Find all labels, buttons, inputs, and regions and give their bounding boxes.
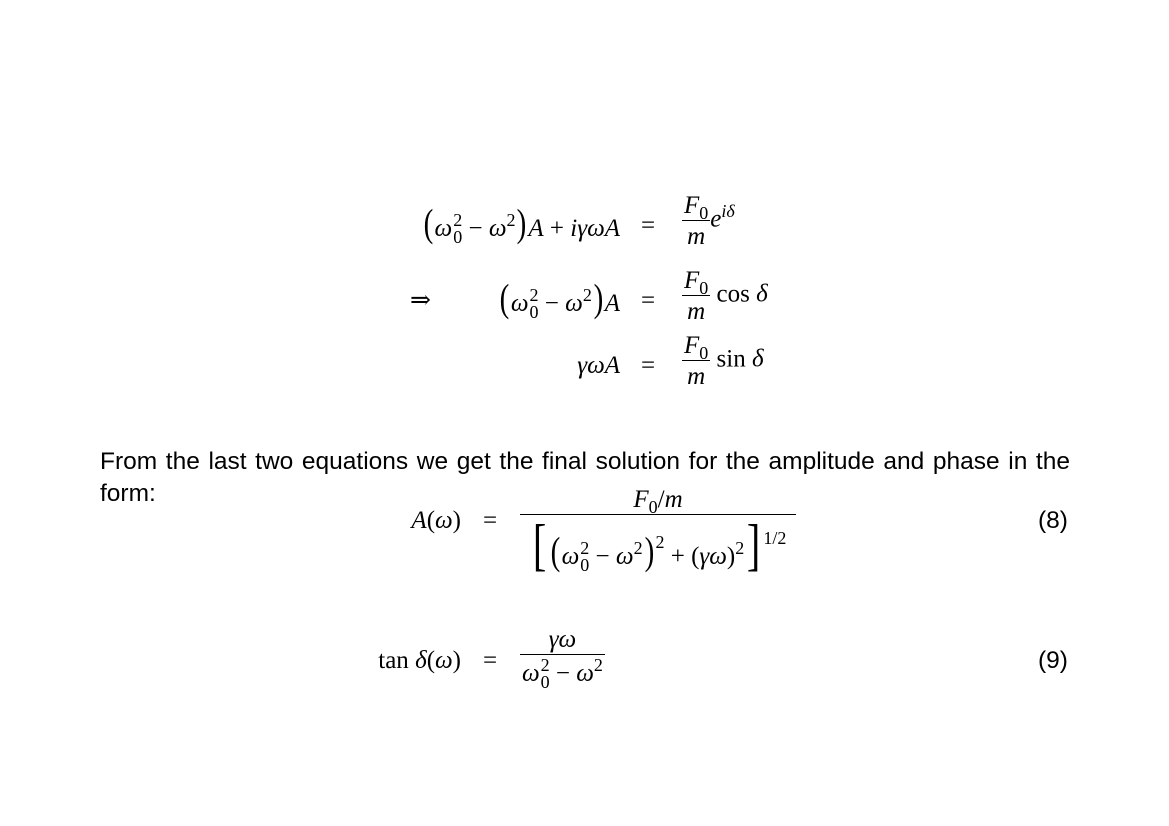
- eq9-rhs: γω ω 2 0 − $\omega^2$: [522, 626, 603, 693]
- eq3-rhs: $\frac{F_0}{m}$ sin δ: [684, 332, 764, 390]
- eq3-equals: =: [641, 352, 656, 379]
- eq9-lhs: tan δ(ω): [378, 647, 461, 674]
- body-paragraph: From the last two equations we get the final solution for the amplitude and phase in the form:: [100, 447, 1070, 507]
- implies-symbol: ⇒: [410, 287, 431, 314]
- eq1-rhs: $\frac{F_0}{m}$ $e^{i\delta}$: [684, 192, 735, 250]
- eq8-equals: =: [483, 507, 498, 534]
- eq8-rhs: $F_0/m$ [ (ω 2 0 − $\omega^2)^2 + (\gamma\omega)^2$] $^{1/2}$: [520, 487, 796, 575]
- eq1-equals: =: [641, 212, 656, 239]
- eq2-equals: =: [641, 287, 656, 314]
- equation-number-8: (8): [1038, 507, 1068, 534]
- eq9-equals: =: [483, 647, 498, 674]
- eq2-rhs: $\frac{F_0}{m}$ cos δ: [684, 267, 768, 325]
- eq8-lhs: A(ω): [411, 507, 461, 534]
- eq1-lhs: (ω 2 0 − $\omega^2)A + i\gamma\omega A$: [423, 202, 620, 248]
- equation-number-9: (9): [1038, 647, 1068, 674]
- eq3-lhs: γωA: [577, 352, 620, 379]
- eq2-lhs: (ω 2 0 − $\omega^2)A$: [499, 277, 620, 323]
